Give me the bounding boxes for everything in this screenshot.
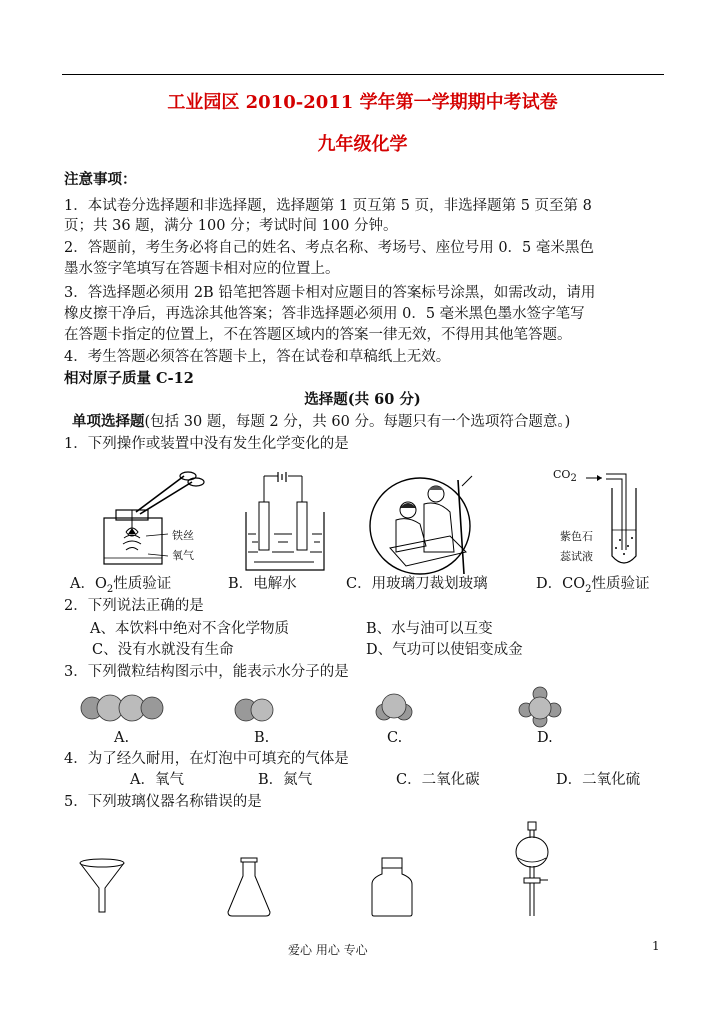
notes-line: 墨水签字笔填写在答题卡相对应的位置上。: [64, 261, 340, 277]
q1-option-c: C．用玻璃刀裁划玻璃: [346, 576, 488, 592]
notes-line: 4．考生答题必须答在答题卡上，答在试卷和草稿纸上无效。: [64, 349, 451, 365]
conical-flask-figure: [226, 856, 272, 918]
reagent-bottle-figure: [370, 856, 414, 918]
footer-slogan: 爱心 用心 专心: [288, 943, 368, 957]
q3-option-c: C.: [387, 730, 403, 746]
q5-stem: 5．下列玻璃仪器名称错误的是: [64, 794, 262, 810]
figure-co2-test: [586, 470, 646, 570]
separatory-funnel-figure: [510, 820, 554, 920]
q2-option-c: C、没有水就没有生命: [92, 642, 234, 658]
molecule-a: [80, 690, 166, 726]
page-number: 1: [652, 939, 660, 953]
q3-stem: 3．下列微粒结构图示中，能表示水分子的是: [64, 664, 349, 680]
header-rule: [62, 74, 664, 75]
q4-option-c: C．二氧化碳: [396, 772, 480, 788]
q4-option-d: D．二氧化硫: [556, 772, 641, 788]
notes-line: 1．本试卷分选择题和非选择题，选择题第 1 页互第 5 页，非选择题第 5 页至第 8: [64, 198, 592, 214]
section-instruction: [72, 412, 570, 432]
notes-line: 橡皮擦干净后，再选涂其他答案；答非选择题必须用 0．5 毫米黑色墨水签字笔写: [64, 306, 585, 322]
funnel-figure: [78, 858, 126, 914]
label-litmus-line1: 紫色石: [560, 530, 593, 543]
q3-option-d: D.: [537, 730, 553, 746]
instruction-text: (包括 30 题，每题 2 分，共 60 分。每题只有一个选项符合题意。): [144, 414, 571, 430]
q2-option-d: D、气功可以使铝变成金: [366, 642, 523, 658]
q4-option-a: A．氧气: [130, 772, 184, 788]
figure-electrolysis: [244, 472, 328, 572]
atomic-mass-line: 相对原子质量 C-12: [64, 370, 194, 387]
q4-option-b: B．氮气: [258, 772, 313, 788]
label-litmus-line2: 蕊试液: [560, 550, 593, 563]
figure-iron-burning: [96, 470, 216, 570]
notes-line: 2．答题前，考生务必将自己的姓名、考点名称、考场号、座位号用 0．5 毫米黑色: [64, 240, 594, 256]
q2-stem: 2．下列说法正确的是: [64, 598, 204, 614]
exam-subtitle: 九年级化学: [317, 134, 408, 155]
q1-option-b: B．电解水: [228, 576, 297, 592]
q3-option-a: A.: [114, 730, 130, 746]
notes-line: 页；共 36 题，满分 100 分；考试时间 100 分钟。: [64, 218, 398, 234]
notes-heading: 注意事项：: [64, 171, 137, 188]
q2-option-a: A、本饮料中绝对不含化学物质: [90, 621, 289, 637]
q2-option-b: B、水与油可以互变: [366, 621, 493, 637]
section-title: 选择题(共 60 分): [304, 391, 421, 408]
notes-line: 在答题卡指定的位置上，不在答题区域内的答案一律无效，不得用其他笔答题。: [64, 327, 572, 343]
q1-stem: 1．下列操作或装置中没有发生化学变化的是: [64, 436, 349, 452]
figure-glass-cutting: [366, 470, 486, 576]
q1-option-a: A．$O_2$性质验证: [70, 576, 172, 595]
molecule-c: [374, 690, 414, 726]
instruction-bold: 单项选择题: [72, 413, 145, 430]
label-iron-wire: 铁丝: [172, 529, 194, 542]
label-co2: $CO_2$: [553, 468, 577, 485]
molecule-d: [516, 686, 562, 730]
molecule-b: [234, 692, 274, 726]
label-oxygen: 氧气: [172, 549, 194, 562]
q1-option-d: D．$CO_2$性质验证: [536, 576, 650, 595]
q3-option-b: B.: [254, 730, 270, 746]
exam-title: 工业园区 2010-2011 学年第一学期期中考试卷: [167, 92, 558, 113]
notes-line: 3．答选择题必须用 2B 铅笔把答题卡相对应题目的答案标号涂黑，如需改动，请用: [64, 285, 596, 301]
q4-stem: 4．为了经久耐用，在灯泡中可填充的气体是: [64, 751, 349, 767]
